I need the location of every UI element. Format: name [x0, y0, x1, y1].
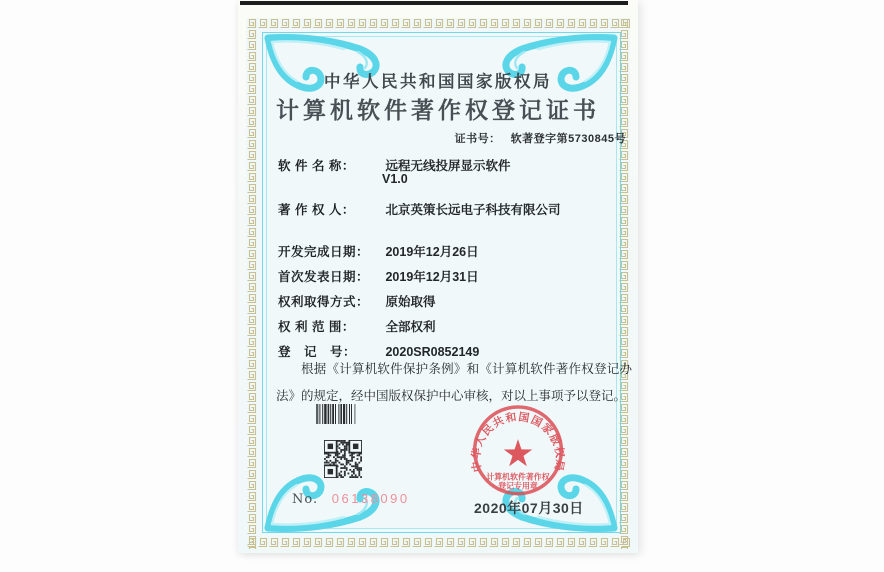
field-first-publish-date [278, 267, 479, 285]
field-label: 权利取得方式： [278, 295, 370, 309]
scanner-edge-shadow [240, 1, 628, 5]
greek-key-border-bottom [246, 537, 630, 549]
field-value: 北京英策长远电子科技有限公司 [385, 203, 561, 217]
issue-date: 2020年07月30日 [474, 500, 584, 516]
serial-label: No. [292, 492, 319, 507]
greek-key-border-top [246, 18, 630, 30]
certificate-title: 计算机软件著作权登记证书 [276, 97, 600, 124]
field-label: 权 利 范 围： [278, 320, 355, 334]
field-copyright-owner [278, 200, 561, 218]
issuer-title: 中华人民共和国国家版权局 [324, 73, 552, 91]
serial-number-line [292, 491, 410, 507]
field-label: 著 作 权 人： [278, 203, 355, 217]
field-label: 开发完成日期： [278, 245, 370, 259]
certificate-number-label: 证书号： [454, 133, 501, 145]
qr-code-icon [324, 440, 362, 478]
serial-number: 06138090 [331, 491, 410, 506]
field-label: 登 记 号： [278, 345, 357, 359]
official-seal-icon [468, 402, 568, 502]
registration-statement: 根据《计算机软件保护条例》和《计算机软件著作权登记办法》的规定，经中国版权保护中心审核，对以上事项予以登记。 [276, 362, 632, 403]
field-dev-complete-date [278, 242, 479, 260]
field-rights-scope [278, 317, 436, 335]
certificate-number-line [238, 130, 626, 146]
field-rights-acquisition [278, 292, 436, 310]
field-software-version: V1.0 [382, 172, 408, 186]
barcode-icon [316, 404, 380, 424]
field-value: 2019年12月31日 [385, 270, 479, 284]
seal-line1: 计算机软件著作权 [486, 472, 550, 482]
field-label: 软 件 名 称： [278, 159, 355, 173]
field-label: 首次发表日期： [278, 270, 370, 284]
seal-ring-text: 中华人民共和国国家版权局 [470, 411, 566, 473]
certificate-paper [238, 0, 638, 553]
field-value: 2020SR0852149 [385, 345, 480, 359]
certificate-number-value: 软著登字第5730845号 [510, 133, 626, 145]
seal-line2: 登记专用章 [498, 481, 538, 491]
field-value: 全部权利 [385, 320, 436, 334]
field-value: 原始取得 [385, 295, 436, 309]
seal-star-icon [504, 439, 533, 466]
field-value: 远程无线投屏显示软件 [385, 159, 511, 173]
field-value: 2019年12月26日 [385, 245, 479, 259]
